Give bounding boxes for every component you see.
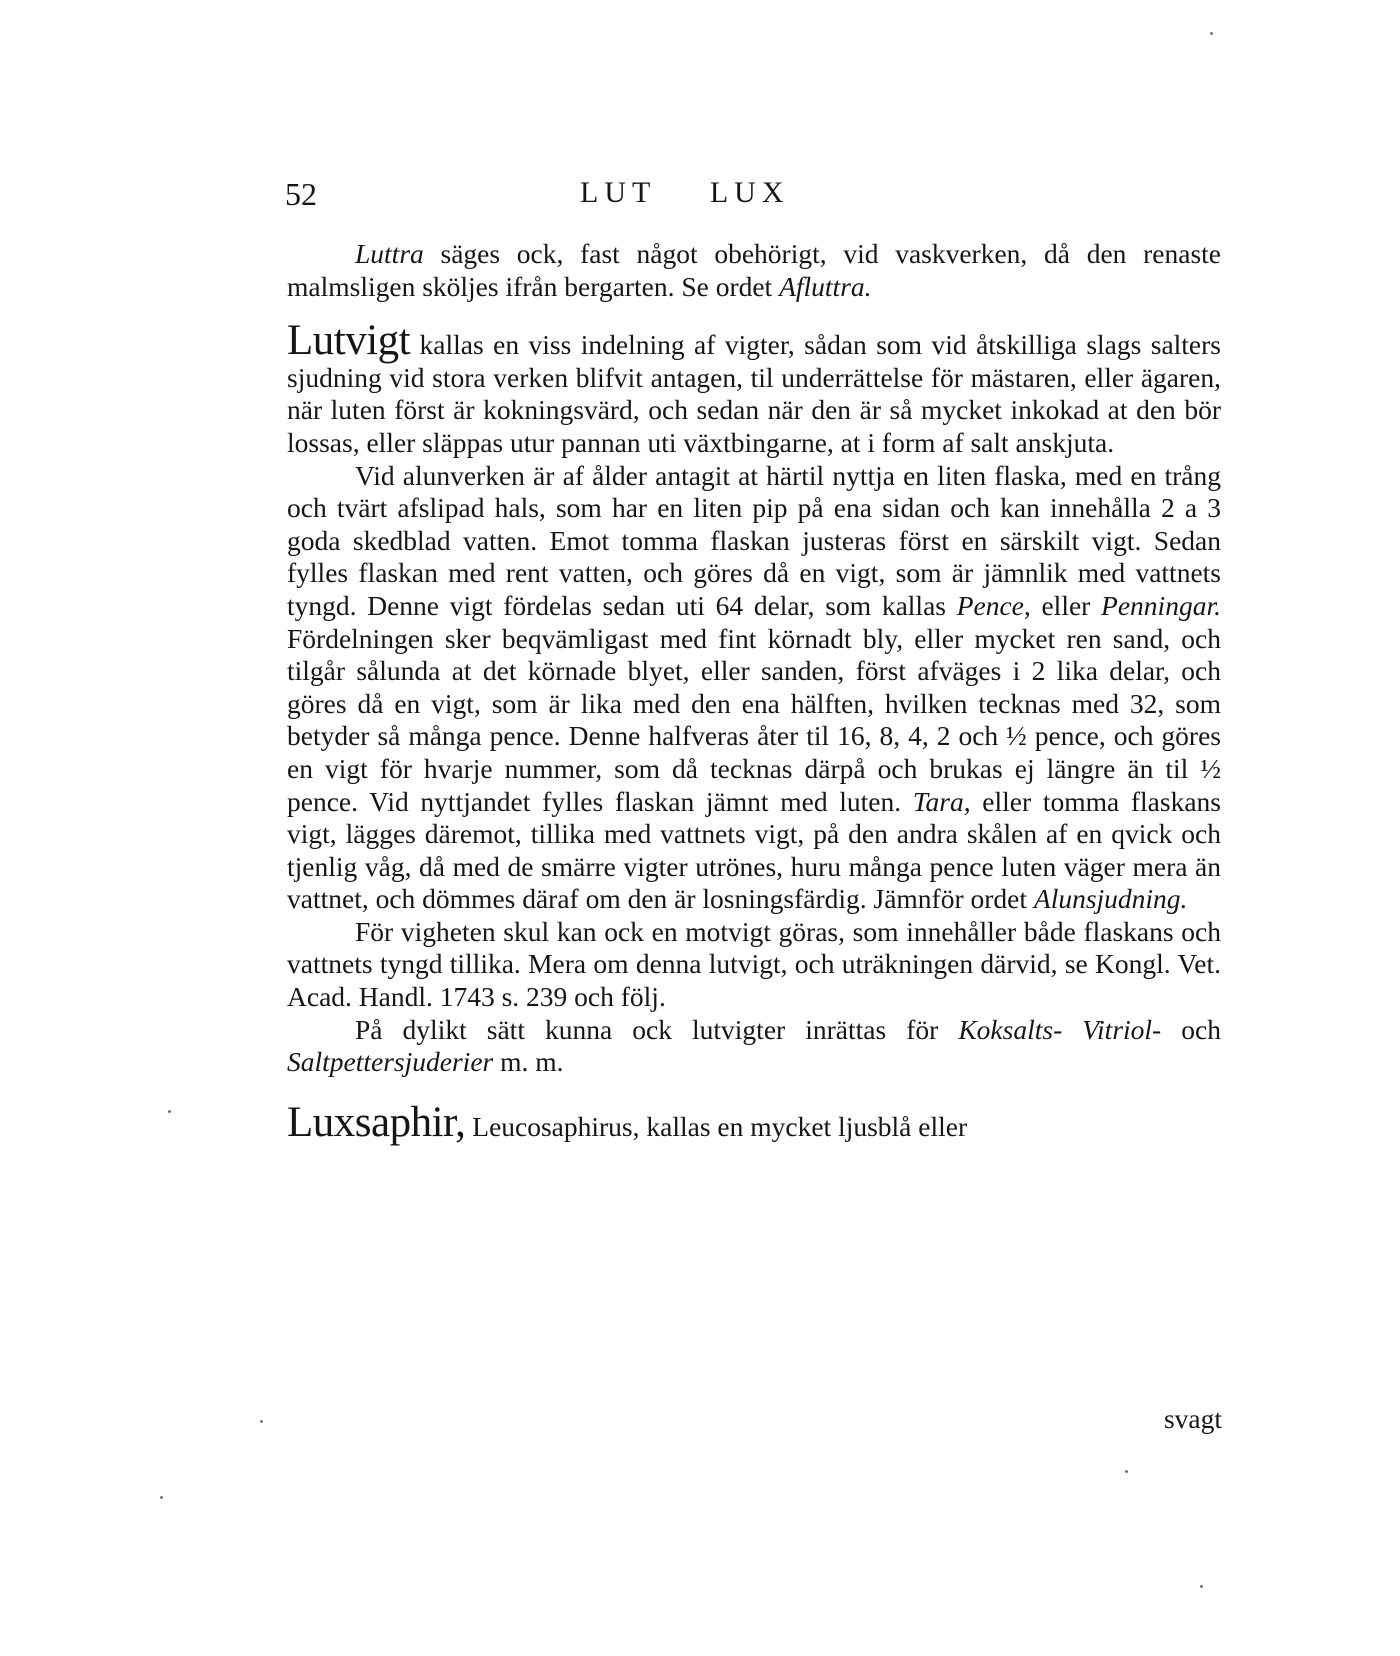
lutvigt-para-3: För vigheten skul kan ock en motvigt göras, som innehåller både flaskans och vattnets tyngd tillika. Mera om denna lutvigt, och uträkningen därvid, se Kongl. Vet. Acad. Handl. 1743 s. 239 och följ. [287, 915, 1221, 1013]
ref-alunsjudning: Alunsjudning. [1033, 883, 1188, 915]
header-left-word: LUT [580, 176, 657, 209]
p4-text-b: och [1161, 1013, 1221, 1045]
term-koksalts-vitriol: Koksalts- Vitriol- [958, 1013, 1162, 1045]
running-header [285, 176, 1220, 216]
paper-speck [168, 1110, 171, 1113]
term-tara: Tara, [912, 785, 971, 817]
p4-text-c: m. m. [493, 1046, 564, 1078]
entry-luttra [287, 238, 1221, 303]
entry-luxsaphir [287, 1098, 1221, 1146]
page-number: 52 [285, 176, 317, 212]
term-pence: Pence [956, 589, 1024, 621]
paper-speck [260, 1420, 263, 1423]
running-title [580, 176, 829, 210]
paper-speck [1200, 1585, 1203, 1588]
p2-text-d: eller tomma flaskans vigt, lägges däremot, tillika med vattnets vigt, på den andra skålen af en qvick och tjenlig våg, då med de smärre vigter utrönes, huru många pence luten väger mera än vattnet, och dömmes däraf om den är losningsfärdig. Jämnför ordet [287, 785, 1221, 915]
luttra-text: säges ock, fast något obehörigt, vid vaskverken, då den renaste malmsligen sköljes ifrån bergarten. Se ordet [287, 238, 1221, 302]
luxsaphir-text: Leucosaphirus, kallas en mycket ljusblå eller [465, 1110, 968, 1142]
header-right-word: LUX [709, 176, 790, 209]
headword-luxsaphir: Luxsaphir, [287, 1098, 466, 1146]
entry-lutvigt [287, 317, 1221, 459]
p2-text-b: , eller [1023, 589, 1102, 621]
lutvigt-para-4 [287, 1014, 1221, 1079]
term-saltpettersjuderier: Saltpettersjuderier [287, 1046, 494, 1078]
page-body [287, 238, 1221, 1146]
p2-text-a: Vid alunverken är af ålder antagit at härtil nyttja en liten flaska, med en trång och tvärt afslipad hals, som har en liten pip på ena sidan och kan innehålla 2 a 3 goda skedblad vatten. Emot tomma flaskan justeras först en särskilt vigt. Sedan fylles flaskan med rent vatten, och göres då en vigt, som är jämnlik med vattnets tyngd. Denne vigt fördelas sedan uti 64 delar, som kallas [287, 459, 1221, 621]
paper-speck [160, 1496, 163, 1499]
paper-speck [1210, 32, 1213, 35]
p2-text-c: Fördelningen sker beqvämligast med fint körnadt bly, eller mycket ren sand, och tilgår sålunda at det körnade blyet, eller sanden, först afväges i 2 lika delar, och göres då en vigt, som är lika med den ena hälften, hvilken tecknas med 32, som betyder så många pence. Denne halfveras åter til 16, 8, 4, 2 och ½ pence, och göres en vigt för hvarje nummer, som då tecknas därpå och brukas ej längre än til ½ pence. Vid nyttjandet fylles flaskan jämnt med luten. [287, 622, 1221, 817]
catchword: svagt [1163, 1403, 1222, 1434]
lutvigt-para-2 [287, 460, 1221, 916]
headword-lutvigt: Lutvigt [287, 317, 411, 365]
p4-text-a: På dylikt sätt kunna ock lutvigter inrättas för [355, 1013, 959, 1045]
term-luttra: Luttra [355, 238, 424, 269]
lutvigt-para-1: kallas en viss indelning af vigter, sådan som vid åtskilliga slags salters sjudning vid stora verken blifvit antagen, til underrättelse för mästaren, eller ägaren, när luten först är kokningsvärd, och sedan när den är så mycket inkokad at den bör lossas, eller släppas utur pannan uti växtbingarne, at i form af salt anskjuta. [287, 329, 1221, 458]
term-penningar: Penningar. [1101, 589, 1221, 621]
ref-afluttra: Afluttra. [779, 270, 872, 302]
paper-speck [1125, 1470, 1128, 1473]
